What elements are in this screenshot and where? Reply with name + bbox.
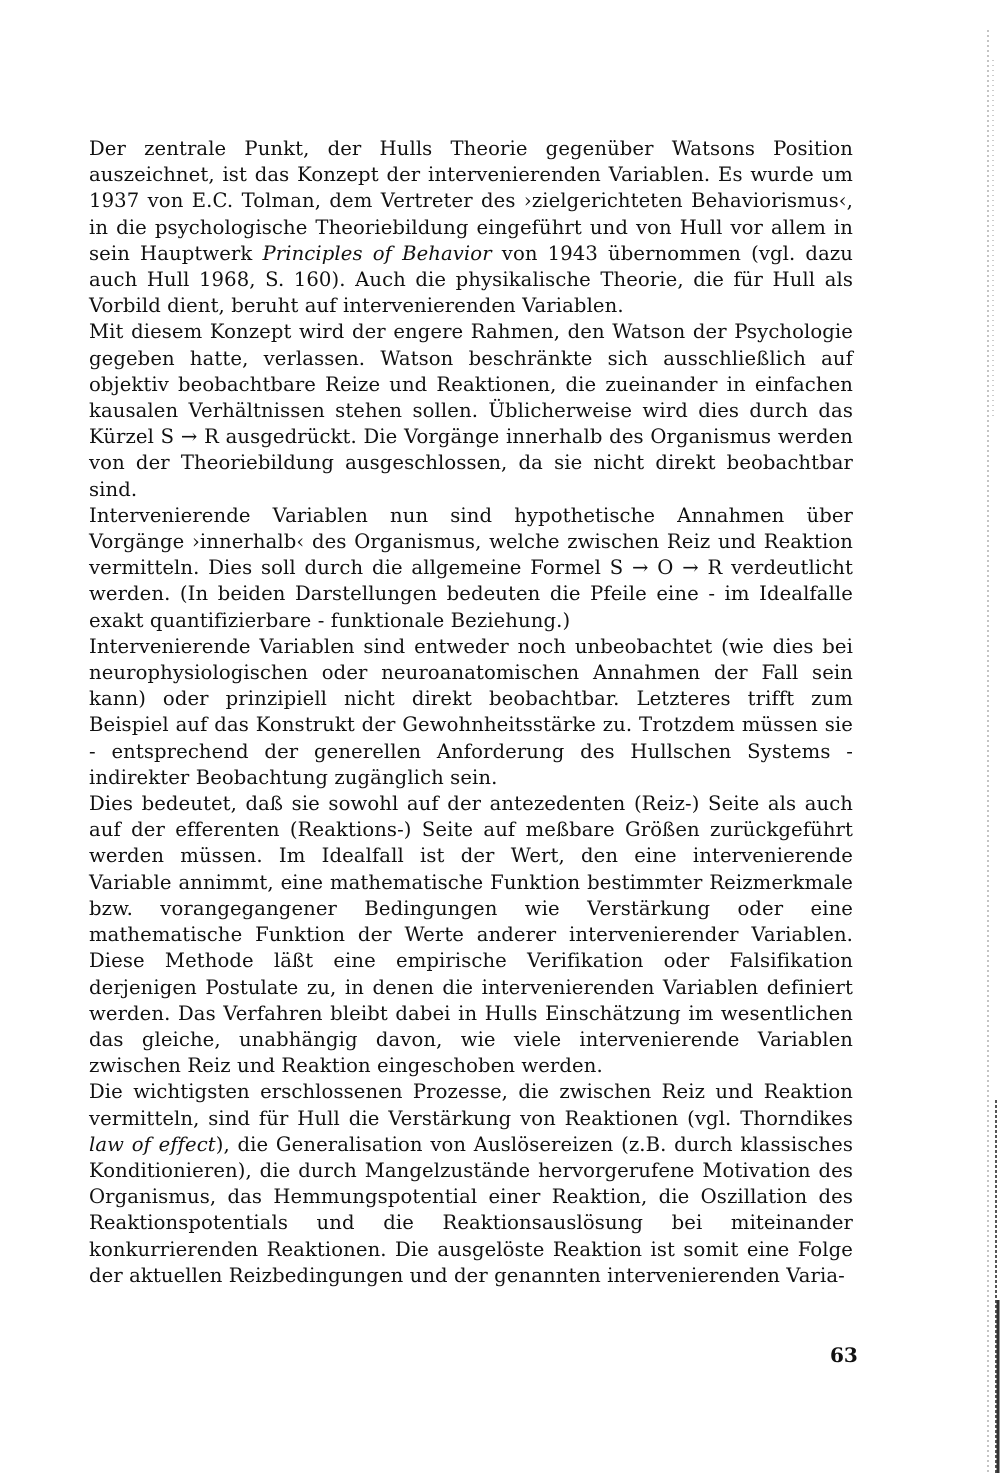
paragraph bbox=[89, 503, 853, 634]
page-number: 63 bbox=[830, 1343, 858, 1367]
body-text bbox=[89, 136, 853, 1289]
paragraph bbox=[89, 136, 853, 319]
text-segment: Die wichtigsten erschlossenen Prozesse, die zwischen Reiz und Reaktion vermitteln, sind für Hull die Verstärkung von Reaktionen (vgl. Thorndikes bbox=[89, 1080, 853, 1130]
text-segment: Mit diesem Konzept wird der engere Rahmen, den Watson der Psychologie gegeben hatte, verlassen. Watson beschränkte sich ausschließlich auf objektiv beobachtbare Reize und Reaktionen, die zueinander in einfachen kausalen Verhältnissen stehen sollen. Üblicherweise wird dies durch das Kürzel S → R ausgedrückt. Die Vorgänge innerhalb des Organismus werden von der Theoriebildung ausgeschlossen, da sie nicht direkt beobachtbar sind. bbox=[89, 320, 853, 501]
book-title: Principles of Behavior bbox=[262, 241, 492, 265]
text-segment: von 1943 übernommen (vgl. dazu auch Hull 1968, S. 160). Auch die physikalische Theorie, die für Hull als Vorbild dient, beruht auf intervenierenden Variablen. bbox=[89, 241, 853, 318]
paragraph bbox=[89, 634, 853, 791]
text-segment: Dies bedeutet, daß sie sowohl auf der antezedenten (Reiz-) Seite als auch auf der efferenten (Reaktions-) Seite auf meßbare Größen zurückgeführt werden müssen. Im Idealfall ist der Wert, den eine intervenierende Variable annimmt, eine mathematische Funktion bestimmter Reizmerkmale bzw. vorangegangener Bedingungen wie Verstärkung oder eine mathematische Funktion der Werte anderer intervenierender Variablen. Diese Methode läßt eine empirische Verifikation oder Falsifikation derjenigen Postulate zu, in denen die intervenierenden Variablen definiert werden. Das Verfahren bleibt dabei in Hulls Einschätzung im wesentlichen das gleiche, unabhängig davon, wie viele intervenierende Variablen zwischen Reiz und Reaktion eingeschoben werden. bbox=[89, 792, 853, 1078]
text-segment: Der zentrale Punkt, der Hulls Theorie gegenüber Watsons Position auszeichnet, ist das Konzept der intervenierenden Variablen. Es wurde um 1937 von E.C. Tolman, dem Vertreter des ›zielgerichteten Behaviorismus‹, in die psychologische Theoriebildung eingeführt und von Hull vor allem in sein Hauptwerk bbox=[89, 137, 853, 265]
paragraph bbox=[89, 1079, 853, 1289]
paragraph bbox=[89, 319, 853, 502]
scan-binding-edge bbox=[940, 0, 1000, 1473]
text-segment: Intervenierende Variablen sind entweder noch unbeobachtet (wie dies bei neurophysiologischen oder neuroanatomischen Annahmen der Fall sein kann) oder prinzipiell nicht direkt beobachtbar. Letzteres trifft zum Beispiel auf das Konstrukt der Gewohnheitsstärke zu. Trotzdem müssen sie - entsprechend der generellen Anforderung des Hullschen Systems - indirekter Beobachtung zugänglich sein. bbox=[89, 634, 853, 789]
text-segment: ), die Generalisation von Auslösereizen (z.B. durch klassisches Konditionieren), die durch Mangelzustände hervorgerufene Motivation des Organismus, das Hemmungspotential einer Reaktion, die Oszillation des Reaktionspotentials und die Reaktionsauslösung bei miteinander konkurrierenden Reaktionen. Die ausgelöste Reaktion ist somit eine Folge der aktuellen Reizbedingungen und der genannten intervenierenden Varia- bbox=[89, 1132, 853, 1287]
paragraph bbox=[89, 791, 853, 1079]
italic-term: law of effect bbox=[89, 1132, 216, 1156]
text-segment: Intervenierende Variablen nun sind hypothetische Annahmen über Vorgänge ›innerhalb‹ des Organismus, welche zwischen Reiz und Reaktion vermitteln. Dies soll durch die allgemeine Formel S → O → R verdeutlicht werden. (In beiden Darstellungen bedeuten die Pfeile eine - im Idealfalle exakt quantifizierbare - funktionale Beziehung.) bbox=[89, 503, 853, 632]
